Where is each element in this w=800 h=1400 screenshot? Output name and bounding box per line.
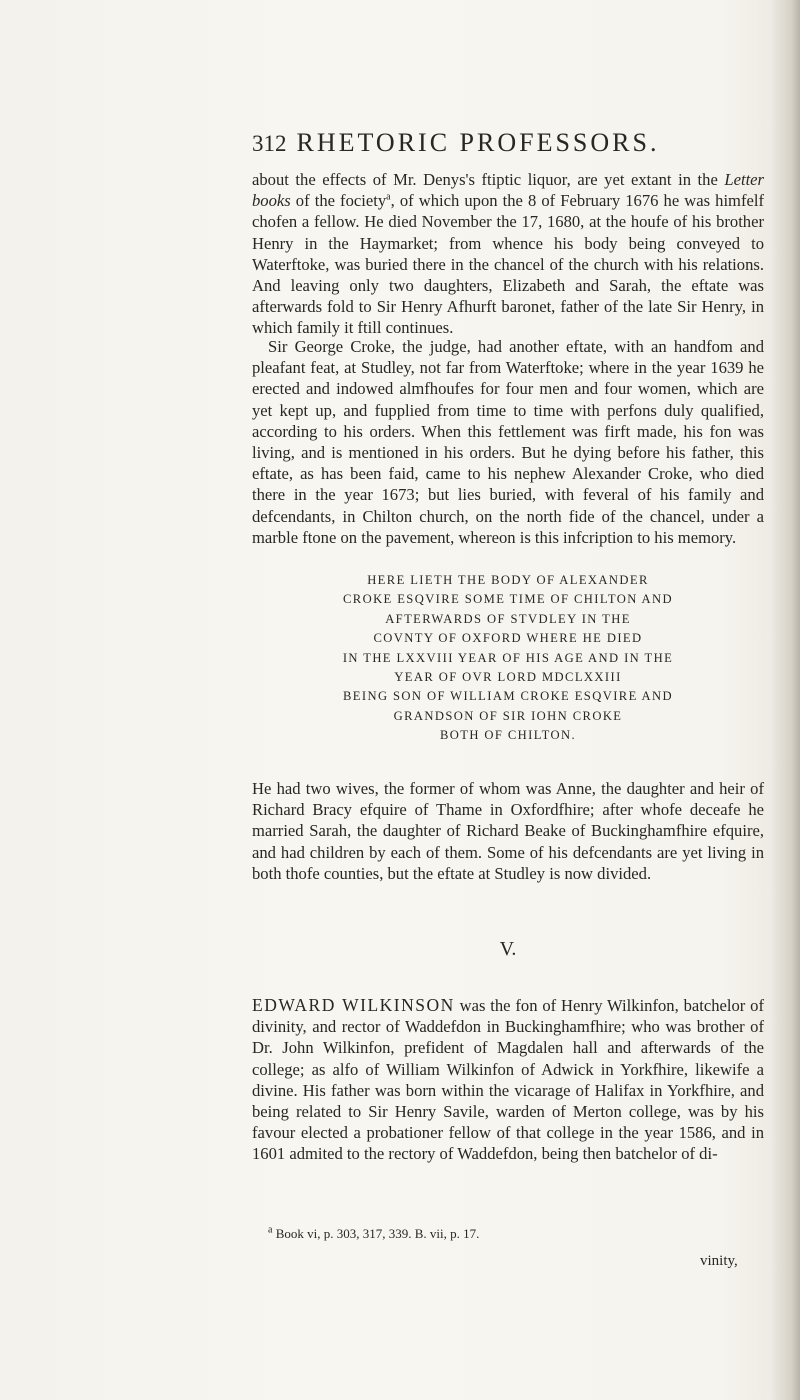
page-number: 312 [252,131,287,156]
section-number: V. [499,938,517,960]
footnote [268,1226,479,1242]
inscription-line: COVNTY OF OXFORD WHERE HE DIED [373,631,643,646]
inscription-line: YEAR OF OVR LORD MDCLXXIII [394,670,622,685]
inscription-line: CROKE ESQVIRE SOME TIME OF CHILTON AND [342,592,674,607]
inscription-line: IN THE LXXVIII YEAR OF HIS AGE AND IN THE [342,650,674,665]
running-head [252,128,772,158]
running-title: RHETORIC PROFESSORS. [296,128,660,157]
paragraph-4 [252,995,764,1165]
footnote-text: Book vi, p. 303, 317, 339. B. vii, p. 17. [272,1226,480,1241]
paragraph-1-part-a: about the effects of Mr. Denys's ftiptic liquor, are yet extant in the [252,170,725,189]
inscription-line: BEING SON OF WILLIAM CROKE ESQVIRE AND [342,689,674,704]
paragraph-4-text: was the fon of Henry Wilkinfon, batchelor of divinity, and rector of Waddefdon in Buckinghamfhire; who was brother of Dr. John Wilkinfon, prefident of Magdalen hall and afterwards of the college; as alfo of William Wilkinfon of Adwick in Yorkfhire, likewife a divine. His father was born within the vicarage of Halifax in Yorkfhire, and being related to Sir Henry Savile, warden of Merton college, was by his favour elected a probationer fellow of that college in the year 1586, and in 1601 admited to the rectory of Waddefdon, being then batchelor of di- [252,996,764,1164]
inscription-line: BOTH OF CHILTON. [439,728,577,743]
inscription-line: GRANDSON OF SIR IOHN CROKE [393,708,623,723]
paragraph-1-italic: Letter books [252,170,764,211]
page-edge-shadow [770,0,800,1400]
footnote-mark: a [268,1224,273,1236]
footnote-marker: a [386,191,391,203]
inscription-line: HERE LIETH THE BODY OF ALEXANDER [367,573,649,587]
catchword: vinity, [700,1253,738,1269]
paragraph-1-part-b: of the fociety [290,191,387,211]
paragraph-2: Sir George Croke, the judge, had another eftate, with an handfom and pleafant feat, at Studley, not far from Waterftoke; where in the year 1639 he erected and indowed almfhoufes for four men and four women, which are yet kept up, and fupplied from time to time with perfons duly qualified, according to his orders. When this fettlement was firft made, his fon was living, and is mentioned in his orders. But he dying before his father, this eftate, as has been faid, came to his nephew Alexander Croke, who died there in the year 1673; but lies buried, with feveral of his family and defcendants, in Chilton church, on the north fide of the chancel, under a marble ftone on the pavement, whereon is this infcription to his memory. [252,337,764,547]
paragraph-1 [252,169,764,339]
paragraph-1-part-c: , of which upon the 8 of February 1676 he was himfelf chofen a fellow. He died November the 17, 1680, at the houfe of his brother Henry in the Haymarket; from whence his body being conveyed to Waterftoke, was buried there in the chancel of the church with his relations. And leaving only two daughters, Elizabeth and Sarah, the eftate was afterwards fold to Sir Henry Afhurft baronet, father of the late Sir Henry, in which family it ftill continues. [252,191,764,338]
memorial-inscription [252,571,764,746]
paragraph-3: He had two wives, the former of whom was Anne, the daughter and heir of Richard Bracy efquire of Thame in Oxfordfhire; after whofe deceafe he married Sarah, the daughter of Richard Beake of Buckinghamfhire efquire, and had children by each of them. Some of his defcendants are yet living in both thofe counties, but the eftate at Studley is now divided. [252,779,764,883]
inscription-line: AFTERWARDS OF STVDLEY IN THE [385,611,631,626]
subject-name: EDWARD WILKINSON [252,995,455,1015]
